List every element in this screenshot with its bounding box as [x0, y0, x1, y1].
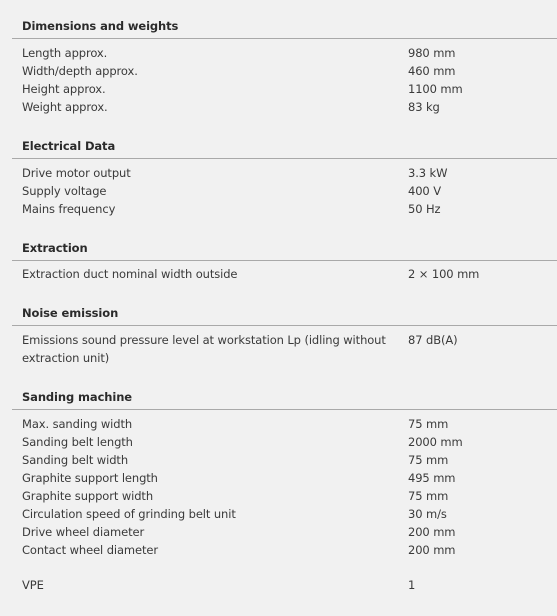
- spec-value: 400 V: [408, 184, 441, 198]
- spec-label: Length approx.: [22, 46, 108, 60]
- spec-value: 75 mm: [408, 489, 449, 503]
- spec-label: Drive wheel diameter: [22, 525, 145, 539]
- spec-label: Graphite support length: [22, 471, 158, 485]
- spec-label: Contact wheel diameter: [22, 543, 159, 557]
- spec-label: Sanding belt length: [22, 435, 133, 449]
- section-title: Noise emission: [22, 306, 119, 320]
- section-divider: [12, 325, 557, 326]
- spec-label: Extraction duct nominal width outside: [22, 267, 238, 281]
- spec-value: 980 mm: [408, 46, 456, 60]
- spec-label: Height approx.: [22, 82, 106, 96]
- spec-label: Emissions sound pressure level at workstation Lp (idling without extraction unit): [22, 333, 386, 365]
- vpe-value: 1: [408, 578, 416, 592]
- spec-value: 3.3 kW: [408, 166, 448, 180]
- spec-value: 200 mm: [408, 525, 456, 539]
- spec-label: Graphite support width: [22, 489, 154, 503]
- spec-label: Supply voltage: [22, 184, 107, 198]
- section-divider: [12, 158, 557, 159]
- spec-label: Drive motor output: [22, 166, 131, 180]
- spec-value: 200 mm: [408, 543, 456, 557]
- section-divider: [12, 260, 557, 261]
- spec-value: 460 mm: [408, 64, 456, 78]
- spec-label: Mains frequency: [22, 202, 116, 216]
- spec-value: 87 dB(A): [408, 333, 458, 347]
- spec-value: 83 kg: [408, 100, 440, 114]
- section-title: Sanding machine: [22, 390, 133, 404]
- spec-value: 495 mm: [408, 471, 456, 485]
- section-title: Dimensions and weights: [22, 19, 179, 33]
- spec-label: Width/depth approx.: [22, 64, 138, 78]
- spec-value: 30 m/s: [408, 507, 447, 521]
- section-divider: [12, 38, 557, 39]
- spec-value: 50 Hz: [408, 202, 441, 216]
- spec-value: 1100 mm: [408, 82, 463, 96]
- section-title: Electrical Data: [22, 139, 116, 153]
- vpe-label: VPE: [22, 578, 44, 592]
- section-title: Extraction: [22, 241, 88, 255]
- spec-label: Max. sanding width: [22, 417, 133, 431]
- spec-value: 75 mm: [408, 453, 449, 467]
- spec-value: 75 mm: [408, 417, 449, 431]
- spec-value: 2000 mm: [408, 435, 463, 449]
- section-divider: [12, 409, 557, 410]
- spec-value: 2 × 100 mm: [408, 267, 480, 281]
- spec-label: Circulation speed of grinding belt unit: [22, 507, 236, 521]
- spec-label: Sanding belt width: [22, 453, 129, 467]
- spec-label: Weight approx.: [22, 100, 108, 114]
